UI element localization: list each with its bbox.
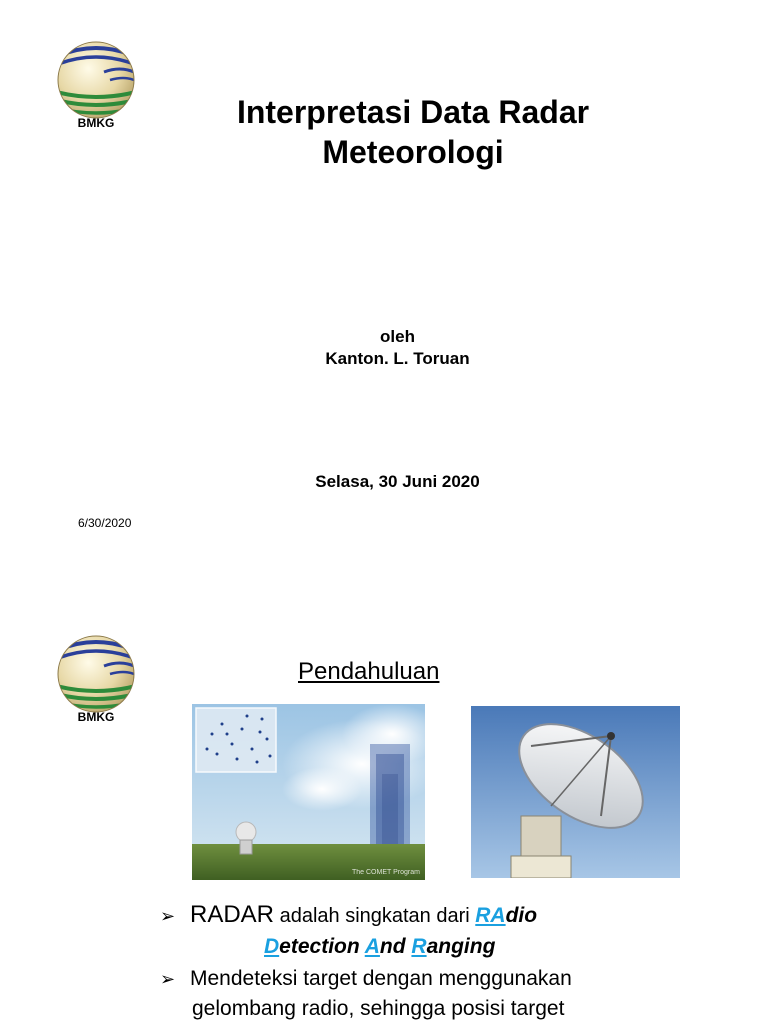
presentation-date: Selasa, 30 Juni 2020 [315, 472, 480, 491]
bmkg-logo [54, 634, 138, 726]
image-caption: The COMET Program [352, 869, 420, 876]
bullet-radar-definition: ➢ RADAR adalah singkatan dari RAdio [160, 900, 537, 931]
radar-dish-photo [471, 706, 680, 878]
bullet-arrow-icon: ➢ [160, 906, 176, 926]
bmkg-globe-icon [54, 40, 138, 120]
radar-simulation-image [192, 704, 425, 880]
bullet-arrow-icon: ➢ [160, 969, 176, 989]
slide-heading: Pendahuluan [298, 658, 440, 685]
bullet-radar-definition-line2: Detection And Ranging [264, 935, 496, 958]
footer-date: 6/30/2020 [78, 516, 132, 530]
slide-pendahuluan [0, 594, 768, 1024]
bmkg-globe-icon [54, 634, 138, 714]
bullet-detection-line2: gelombang radio, sehingga posisi target [192, 997, 565, 1020]
author-block [200, 326, 595, 370]
bmkg-logo [54, 40, 138, 132]
author-prefix: oleh [380, 327, 415, 346]
author-name: Kanton. L. Toruan [325, 349, 470, 368]
logo-label: BMKG [77, 710, 115, 724]
bullet-detection: ➢ Mendeteksi target dengan menggunakan [160, 964, 572, 994]
title-line-1: Interpretasi Data Radar [236, 94, 590, 130]
title-line-2: Meteorologi [322, 134, 504, 170]
page-title [150, 92, 676, 172]
logo-label: BMKG [77, 116, 115, 130]
